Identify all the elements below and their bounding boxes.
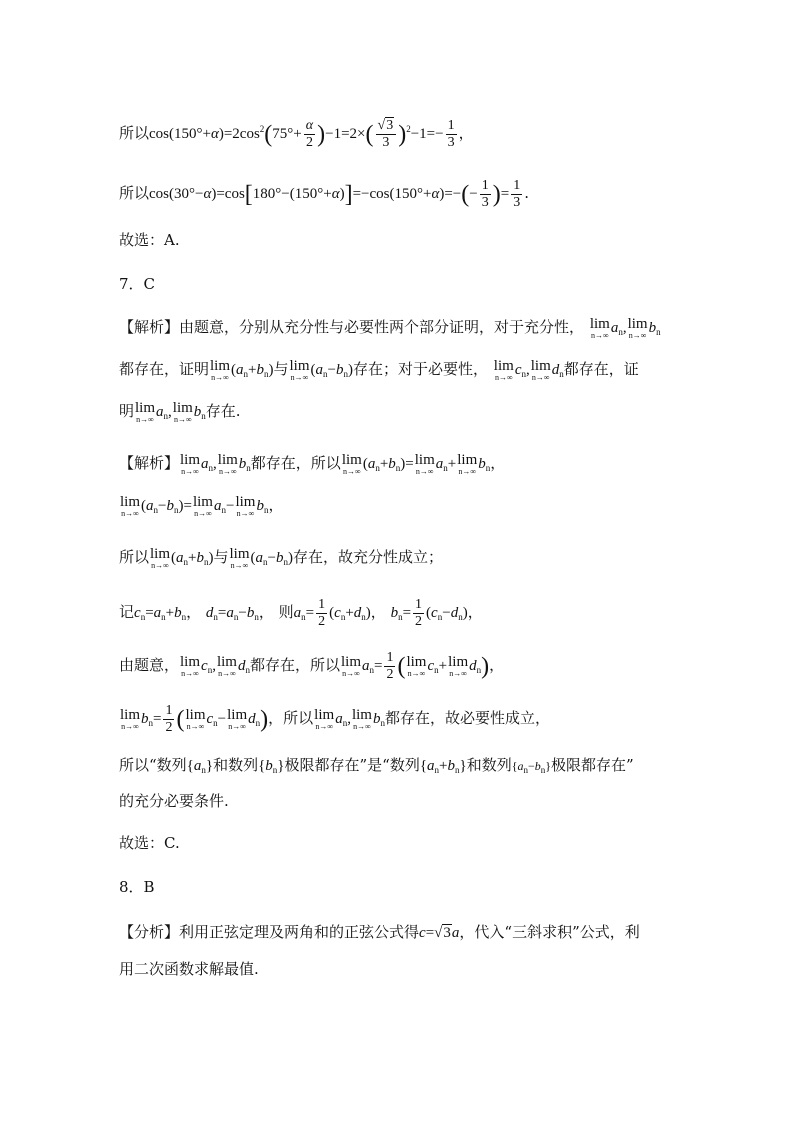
solution7-line1 <box>119 452 505 476</box>
solution-tag: 【解析】 <box>119 454 180 472</box>
solution7-line3 <box>119 546 443 570</box>
math-lim-an: lim n→∞ $a_n=$ $\frac{1}{2}$ ( lim n→∞ $c_n+$ lim n→∞ $d_n$) <box>340 650 490 682</box>
math-expr: $\cos(150^\circ+\alpha)=2\cos^2(75^\circ+$ $\frac{\alpha}{2}$ )−1=2×( $\frac{√3}{3}$ )$^2$−1=− $\frac{1}{3}$ <box>149 118 455 150</box>
punct: ， <box>370 602 386 621</box>
answer-c: 故选：C. <box>119 834 180 852</box>
answer-a: 故选：A. <box>119 231 180 249</box>
punct: ， <box>186 602 202 621</box>
text: 与 <box>213 548 229 566</box>
punct: ， <box>268 496 284 514</box>
text: 存在；对于必要性， <box>353 360 489 378</box>
text: ，所以 <box>268 708 314 727</box>
text: 存在. <box>205 402 241 420</box>
text: 记 <box>119 602 135 621</box>
analysis7-line2 <box>119 358 639 382</box>
equation-cos30 <box>119 178 529 211</box>
math-dn-def: $d_n=a_n-b_n$ <box>205 604 259 622</box>
analysis7-line3 <box>119 400 241 424</box>
text: 和数列 <box>466 756 512 774</box>
punct: . <box>524 183 529 202</box>
analysis7-line1 <box>119 316 661 340</box>
math-lim-cd: lim n→∞ $c_n$, lim n→∞ $d_n$ <box>493 358 564 382</box>
text: ，代入“三斜求积”公式，利 <box>459 923 640 941</box>
math-seq-a: $\{a_n\}$ <box>186 758 214 775</box>
text: 都存在，证 <box>563 360 639 378</box>
text: 则 <box>278 602 294 621</box>
punct: ， <box>458 123 474 142</box>
text: 都存在，故必要性成立， <box>384 708 550 727</box>
punct: ， <box>467 602 483 621</box>
text: 利用正弦定理及两角和的正弦公式得 <box>179 923 420 941</box>
math-lim-ab: lim n→∞ $a_n$, lim n→∞ $b_n$ <box>180 452 251 476</box>
math-lim-diff: lim n→∞ $(a_n-b_n)$ <box>289 358 353 382</box>
math-lim-ab: lim n→∞ $a_n$, lim n→∞ $b_n$ <box>135 400 206 424</box>
text: 由题意，分别从充分性与必要性两个部分证明，对于充分性， <box>179 318 585 336</box>
solution7-line7 <box>119 754 634 777</box>
text-prefix: 所以 <box>119 123 150 142</box>
punct: ， <box>258 602 274 621</box>
math-lim-diff: lim n→∞ $(a_n-b_n)$ <box>229 546 293 570</box>
solution7-line2 <box>119 494 283 518</box>
text: 极限都存在”是“数列 <box>284 756 420 774</box>
math-lim-sum-eq: lim n→∞ $(a_n+b_n)=$ lim n→∞ $a_n+$ lim n→∞ $b_n$ <box>341 452 491 476</box>
text: 都存在，所以 <box>249 655 340 674</box>
math-lim-cd: lim n→∞ $c_n$, lim n→∞ $d_n$ <box>180 653 250 678</box>
math-bn-expr: $b_n=$ $\frac{1}{2}$ $(c_n-d_n)$ <box>390 597 468 629</box>
analysis-tag: 【解析】 <box>119 318 180 336</box>
math-seq-b: $\{b_n\}$ <box>258 758 285 775</box>
math-cn-def: $c_n=a_n+b_n$ <box>134 604 187 622</box>
text: 都存在，所以 <box>250 454 341 472</box>
text: 所以“数列 <box>119 756 187 774</box>
text: 和数列 <box>213 756 259 774</box>
math-seq-diff: $\{a_n-b_n\}$ <box>511 759 552 775</box>
solution7-line5 <box>119 650 504 683</box>
text: 所以 <box>119 548 150 566</box>
question-7-heading: 7．C <box>119 275 156 293</box>
math-lim-diff-eq: lim n→∞ $(a_n-b_n)=$ lim n→∞ $a_n-$ lim n→∞ $b_n$ <box>120 494 269 518</box>
math-expr: cos(30°−α)=cos[180°−(150°+α)]=−cos(150°+α)=−(− $\frac{1}{3}$ )= $\frac{1}{3}$ <box>149 178 521 210</box>
math-lim-sum: lim n→∞ $(a_n+b_n)$ <box>210 358 274 382</box>
analysis-tag: 【分析】 <box>119 923 180 941</box>
text: 存在，故充分性成立； <box>293 548 444 566</box>
text: 由题意， <box>119 655 180 674</box>
punct: ， <box>490 454 506 472</box>
text: 与 <box>273 360 289 378</box>
punct: ， <box>489 655 505 674</box>
math-lim-bn: lim n→∞ $b_n=$ $\frac{1}{2}$ ( lim n→∞ $c_n-$ lim n→∞ $d_n$) <box>120 703 269 735</box>
solution7-line4 <box>119 597 483 630</box>
analysis8-line1 <box>119 921 640 944</box>
solution7-line6 <box>119 703 550 736</box>
text: 都存在，证明 <box>119 360 210 378</box>
math-lim-ab: lim n→∞ $a_n$, lim n→∞ $b_n$ <box>589 316 661 340</box>
math-lim-ab: lim n→∞ $a_n$, lim n→∞ $b_n$ <box>314 706 385 731</box>
math-lim-sum: lim n→∞ $(a_n+b_n)$ <box>150 546 214 570</box>
question-8-heading: 8．B <box>119 878 155 896</box>
math-c-eq: c=√3a <box>419 925 460 941</box>
analysis8-line2: 用二次函数求解最值. <box>119 960 259 978</box>
solution7-line8: 的充分必要条件. <box>119 792 229 810</box>
text-prefix: 所以 <box>119 183 150 202</box>
equation-cos150 <box>119 118 474 151</box>
text: 明 <box>119 402 135 420</box>
math-seq-sum: $\{a_n+b_n\}$ <box>419 758 467 775</box>
math-an-expr: $a_n=$ $\frac{1}{2}$ $(c_n+d_n)$ <box>293 597 371 629</box>
text: 极限都存在” <box>551 756 634 774</box>
